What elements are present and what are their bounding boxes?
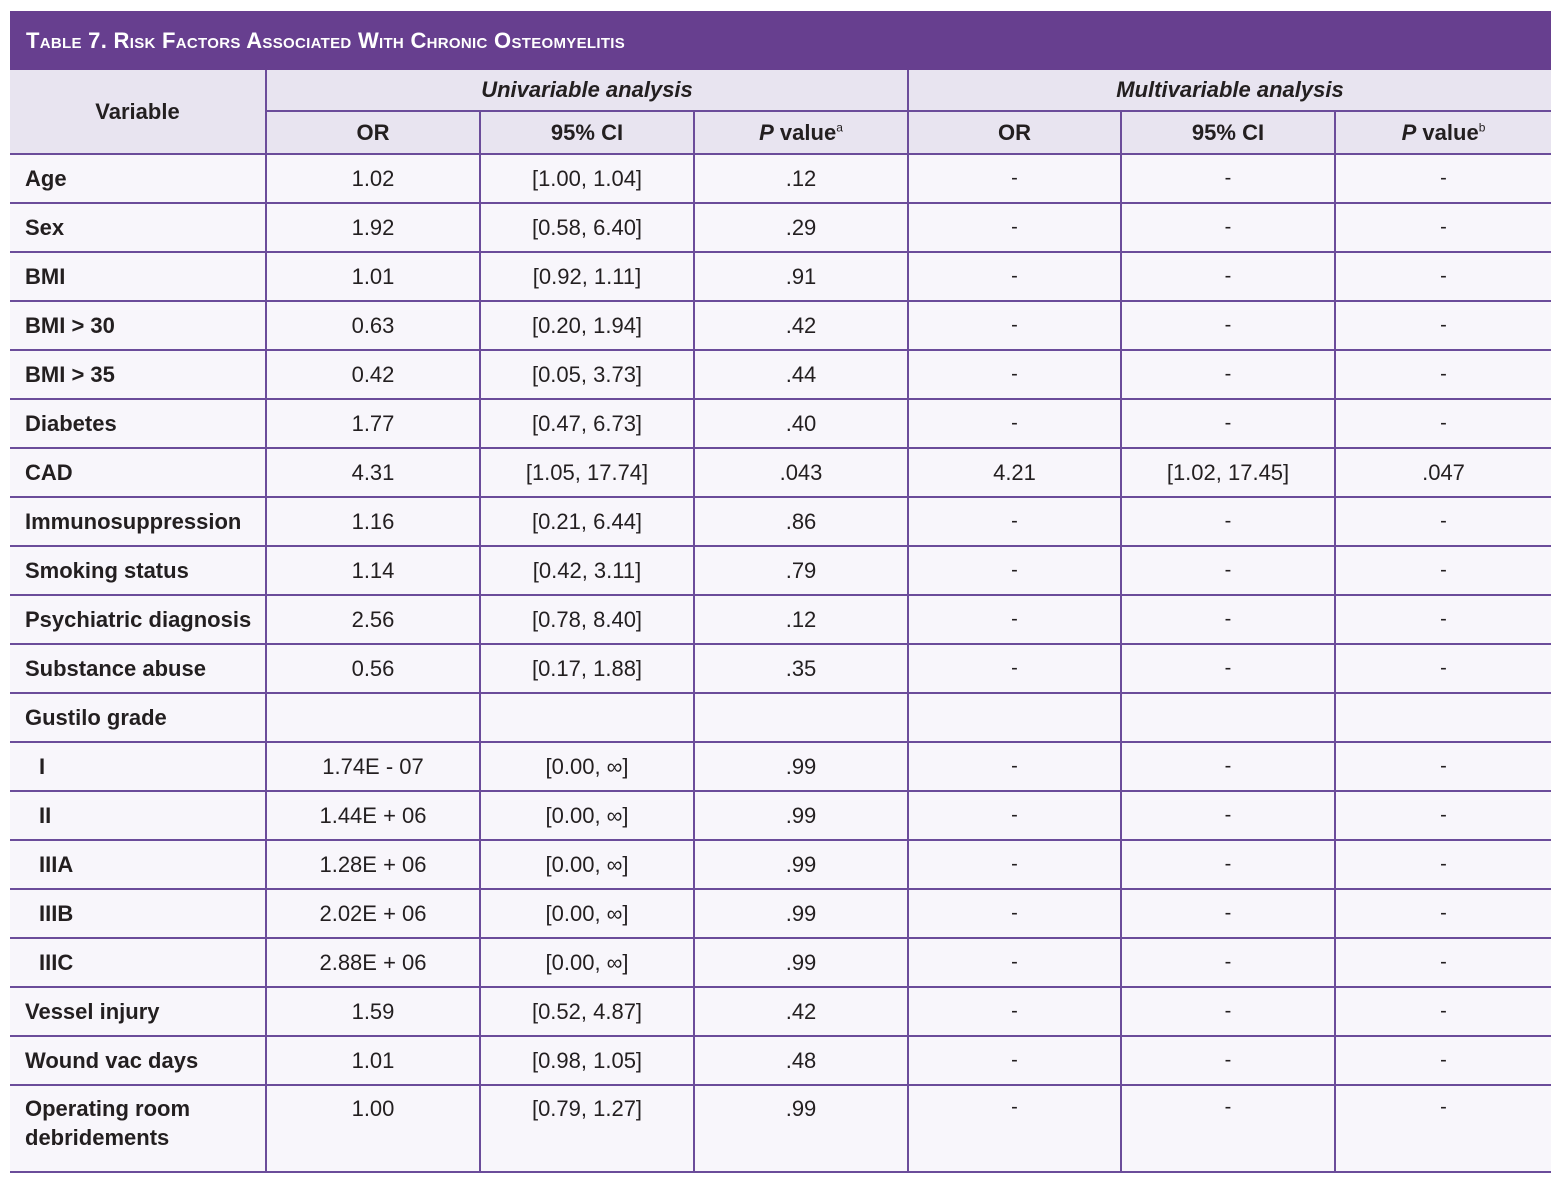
table-row xyxy=(10,252,1551,301)
cell-uni-p-value xyxy=(694,693,908,742)
cell-uni-p-value: .44 xyxy=(694,350,908,399)
cell-multi-or: - xyxy=(908,938,1121,987)
cell-uni-or xyxy=(266,693,480,742)
cell-uni-p-value: .043 xyxy=(694,448,908,497)
cell-multi-ci: - xyxy=(1121,252,1335,301)
cell-multi-p-value: - xyxy=(1335,546,1551,595)
cell-multi-p-value: .047 xyxy=(1335,448,1551,497)
table-row xyxy=(10,1085,1551,1171)
header-multivariable: Multivariable analysis xyxy=(908,70,1551,111)
table-row xyxy=(10,154,1551,203)
cell-uni-p-value: .35 xyxy=(694,644,908,693)
cell-multi-p-value: - xyxy=(1335,301,1551,350)
cell-multi-or: - xyxy=(908,791,1121,840)
table-row xyxy=(10,693,1551,742)
cell-uni-p-value: .99 xyxy=(694,791,908,840)
cell-multi-ci: - xyxy=(1121,742,1335,791)
cell-uni-p-value: .99 xyxy=(694,840,908,889)
table-row xyxy=(10,497,1551,546)
cell-multi-or: - xyxy=(908,1085,1121,1171)
cell-uni-ci: [1.00, 1.04] xyxy=(480,154,694,203)
cell-uni-ci: [0.00, ∞] xyxy=(480,840,694,889)
cell-multi-p-value: - xyxy=(1335,154,1551,203)
cell-variable: BMI xyxy=(10,252,266,301)
cell-uni-p-value: .99 xyxy=(694,889,908,938)
cell-uni-or: 2.56 xyxy=(266,595,480,644)
table-row xyxy=(10,301,1551,350)
cell-multi-or: - xyxy=(908,644,1121,693)
cell-multi-or: - xyxy=(908,399,1121,448)
cell-multi-ci: - xyxy=(1121,546,1335,595)
cell-uni-ci: [0.92, 1.11] xyxy=(480,252,694,301)
cell-multi-ci: - xyxy=(1121,350,1335,399)
table-row xyxy=(10,399,1551,448)
cell-multi-p-value: - xyxy=(1335,889,1551,938)
cell-multi-or: - xyxy=(908,203,1121,252)
cell-variable: Operating room debridements xyxy=(10,1085,266,1171)
cell-multi-or: - xyxy=(908,840,1121,889)
table-header xyxy=(10,70,1551,154)
cell-variable: Psychiatric diagnosis xyxy=(10,595,266,644)
cell-multi-ci: - xyxy=(1121,497,1335,546)
cell-multi-p-value: - xyxy=(1335,350,1551,399)
cell-variable: II xyxy=(10,791,266,840)
header-uni-or: OR xyxy=(266,111,480,154)
cell-uni-ci: [0.05, 3.73] xyxy=(480,350,694,399)
cell-multi-p-value: - xyxy=(1335,497,1551,546)
cell-multi-p-value: - xyxy=(1440,1096,1447,1118)
cell-uni-ci: [0.58, 6.40] xyxy=(480,203,694,252)
cell-uni-p-value: .99 xyxy=(694,1085,908,1171)
table-row xyxy=(10,1036,1551,1085)
cell-uni-or: 1.02 xyxy=(266,154,480,203)
cell-multi-p-value: - xyxy=(1335,1036,1551,1085)
header-multi-or: OR xyxy=(908,111,1121,154)
cell-uni-or: 0.63 xyxy=(266,301,480,350)
cell-variable: Vessel injury xyxy=(10,987,266,1036)
cell-uni-ci: [0.79, 1.27] xyxy=(480,1085,694,1171)
cell-multi-or: - xyxy=(908,546,1121,595)
table-body xyxy=(10,154,1551,1171)
cell-multi-or: 4.21 xyxy=(908,448,1121,497)
cell-uni-or: 1.14 xyxy=(266,546,480,595)
table-row xyxy=(10,546,1551,595)
cell-uni-ci: [0.47, 6.73] xyxy=(480,399,694,448)
cell-uni-p-value: .99 xyxy=(694,938,908,987)
header-multi-ci: 95% CI xyxy=(1121,111,1335,154)
cell-uni-or: 1.59 xyxy=(266,987,480,1036)
cell-variable: I xyxy=(10,742,266,791)
cell-uni-or: 2.88E + 06 xyxy=(266,938,480,987)
cell-uni-ci xyxy=(480,693,694,742)
cell-multi-or: - xyxy=(908,889,1121,938)
cell-uni-ci: [0.21, 6.44] xyxy=(480,497,694,546)
table-row xyxy=(10,595,1551,644)
table-row xyxy=(10,742,1551,791)
cell-variable: IIIB xyxy=(10,889,266,938)
cell-variable: Sex xyxy=(10,203,266,252)
cell-uni-p-value: .79 xyxy=(694,546,908,595)
cell-multi-p-value: - xyxy=(1335,742,1551,791)
cell-variable: Gustilo grade xyxy=(10,693,266,742)
cell-uni-or: 1.28E + 06 xyxy=(266,840,480,889)
cell-multi-p-value: - xyxy=(1335,399,1551,448)
cell-multi-ci: - xyxy=(1121,1036,1335,1085)
cell-multi-or: - xyxy=(908,987,1121,1036)
cell-uni-ci: [0.00, ∞] xyxy=(480,791,694,840)
cell-uni-ci: [0.00, ∞] xyxy=(480,889,694,938)
cell-uni-ci: [0.17, 1.88] xyxy=(480,644,694,693)
cell-multi-p-value: - xyxy=(1335,203,1551,252)
cell-multi-ci: - xyxy=(1121,595,1335,644)
cell-multi-or: - xyxy=(908,252,1121,301)
cell-multi-ci: - xyxy=(1121,840,1335,889)
cell-multi-ci: - xyxy=(1121,154,1335,203)
cell-uni-or: 0.42 xyxy=(266,350,480,399)
cell-uni-ci: [0.42, 3.11] xyxy=(480,546,694,595)
cell-multi-or: - xyxy=(908,497,1121,546)
cell-variable: CAD xyxy=(10,448,266,497)
cell-multi-or: - xyxy=(908,154,1121,203)
cell-uni-ci: [0.98, 1.05] xyxy=(480,1036,694,1085)
cell-uni-p-value: .99 xyxy=(694,742,908,791)
cell-uni-ci: [0.00, ∞] xyxy=(480,742,694,791)
table-row xyxy=(10,987,1551,1036)
table-row xyxy=(10,889,1551,938)
cell-multi-ci: - xyxy=(1121,1085,1335,1171)
table-title: Table 7. Risk Factors Associated With Chronic Osteomyelitis xyxy=(10,11,1551,70)
cell-variable: Wound vac days xyxy=(10,1036,266,1085)
cell-variable: Age xyxy=(10,154,266,203)
cell-uni-ci: [0.52, 4.87] xyxy=(480,987,694,1036)
cell-multi-p-value: - xyxy=(1335,938,1551,987)
cell-uni-or: 4.31 xyxy=(266,448,480,497)
cell-variable: BMI > 35 xyxy=(10,350,266,399)
cell-multi-ci: - xyxy=(1121,938,1335,987)
cell-uni-ci: [0.20, 1.94] xyxy=(480,301,694,350)
cell-multi-p-value: - xyxy=(1335,791,1551,840)
cell-multi-p-value: - xyxy=(1335,987,1551,1036)
cell-uni-p-value: .91 xyxy=(694,252,908,301)
risk-factors-table-container xyxy=(10,11,1551,1173)
cell-uni-p-value: .48 xyxy=(694,1036,908,1085)
cell-multi-or: - xyxy=(908,301,1121,350)
cell-multi-ci: - xyxy=(1121,791,1335,840)
cell-multi-p-value: - xyxy=(1335,252,1551,301)
cell-uni-or: 1.92 xyxy=(266,203,480,252)
cell-uni-or: 1.00 xyxy=(266,1085,480,1171)
header-variable: Variable xyxy=(10,70,266,154)
cell-multi-ci: [1.02, 17.45] xyxy=(1121,448,1335,497)
risk-factors-table xyxy=(10,70,1551,1171)
cell-variable: Diabetes xyxy=(10,399,266,448)
cell-multi-ci: - xyxy=(1121,889,1335,938)
table-row xyxy=(10,350,1551,399)
cell-uni-p-value: .42 xyxy=(694,987,908,1036)
cell-variable: BMI > 30 xyxy=(10,301,266,350)
cell-multi-or: - xyxy=(908,595,1121,644)
cell-uni-p-value: .86 xyxy=(694,497,908,546)
cell-multi-or: - xyxy=(908,350,1121,399)
cell-uni-or: 1.77 xyxy=(266,399,480,448)
header-uni-p-value: P value$^a$ xyxy=(694,111,908,154)
cell-multi-or: - xyxy=(908,742,1121,791)
cell-uni-ci: [0.00, ∞] xyxy=(480,938,694,987)
cell-uni-or: 1.16 xyxy=(266,497,480,546)
cell-variable: IIIA xyxy=(10,840,266,889)
cell-multi-ci: - xyxy=(1121,203,1335,252)
cell-multi-ci: - xyxy=(1121,987,1335,1036)
table-row xyxy=(10,448,1551,497)
cell-uni-ci: [1.05, 17.74] xyxy=(480,448,694,497)
cell-uni-or: 1.74E - 07 xyxy=(266,742,480,791)
cell-multi-or xyxy=(908,693,1121,742)
cell-uni-p-value: .12 xyxy=(694,154,908,203)
cell-multi-p-value xyxy=(1335,693,1551,742)
cell-variable: Substance abuse xyxy=(10,644,266,693)
cell-multi-ci xyxy=(1121,693,1335,742)
cell-multi-p-value: - xyxy=(1335,644,1551,693)
cell-multi-ci: - xyxy=(1121,399,1335,448)
header-multi-p-value: P value$^b$ xyxy=(1335,111,1551,154)
table-row xyxy=(10,203,1551,252)
cell-multi-ci: - xyxy=(1121,644,1335,693)
cell-uni-p-value: .12 xyxy=(694,595,908,644)
table-row xyxy=(10,644,1551,693)
cell-multi-p-value: - xyxy=(1335,595,1551,644)
table-row xyxy=(10,938,1551,987)
cell-uni-or: 1.44E + 06 xyxy=(266,791,480,840)
table-row xyxy=(10,791,1551,840)
cell-uni-or: 1.01 xyxy=(266,1036,480,1085)
cell-uni-or: 2.02E + 06 xyxy=(266,889,480,938)
cell-multi-ci: - xyxy=(1121,301,1335,350)
cell-multi-or: - xyxy=(908,1036,1121,1085)
cell-uni-or: 0.56 xyxy=(266,644,480,693)
cell-variable: Immunosuppression xyxy=(10,497,266,546)
cell-uni-p-value: .29 xyxy=(694,203,908,252)
cell-uni-ci: [0.78, 8.40] xyxy=(480,595,694,644)
cell-uni-or: 1.01 xyxy=(266,252,480,301)
cell-uni-p-value: .40 xyxy=(694,399,908,448)
cell-variable: IIIC xyxy=(10,938,266,987)
cell-variable: Smoking status xyxy=(10,546,266,595)
cell-uni-p-value: .42 xyxy=(694,301,908,350)
header-univariable: Univariable analysis xyxy=(266,70,908,111)
table-row xyxy=(10,840,1551,889)
cell-multi-p-value: - xyxy=(1335,840,1551,889)
header-uni-ci: 95% CI xyxy=(480,111,694,154)
